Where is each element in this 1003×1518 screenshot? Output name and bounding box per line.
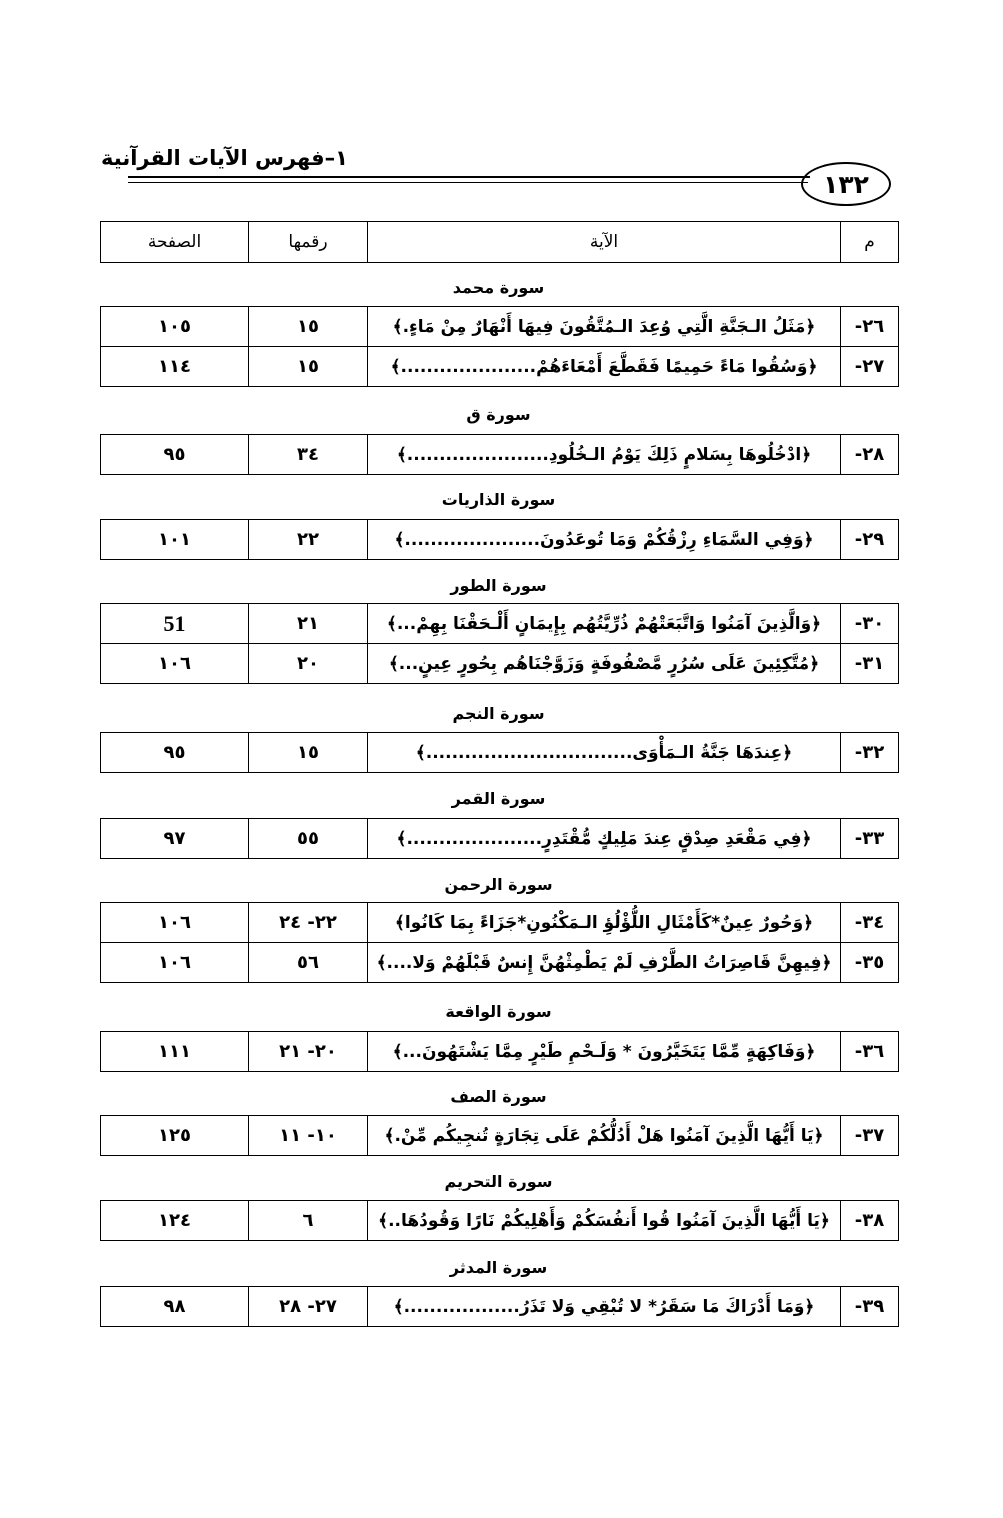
surah-table bbox=[100, 1200, 899, 1241]
ayah-number: ٢٢ bbox=[249, 520, 368, 560]
table-row bbox=[101, 819, 899, 859]
ayah-number: ٣٤ bbox=[249, 435, 368, 475]
surah-table bbox=[100, 1031, 899, 1072]
surah-table bbox=[100, 434, 899, 475]
ayah-number: ١٥ bbox=[249, 347, 368, 387]
surah-heading: سورة الذاريات bbox=[441, 490, 556, 509]
ayah-number: ١٥ bbox=[249, 733, 368, 773]
ayah-text: ﴿فِيهِنَّ قَاصِرَاتُ الطَّرْفِ لَمْ يَطْمِثْهُنَّ إِنسٌ قَبْلَهُمْ وَلا....﴾ bbox=[368, 943, 841, 983]
col-header-page: الصفحة bbox=[101, 222, 249, 263]
header-rule-thin bbox=[128, 182, 808, 183]
ayah-text: ﴿وَالَّذِينَ آمَنُوا وَاتَّبَعَتْهُمْ ذُرِّيَّتُهُم بِإِيمَانٍ أَلْـحَقْنَا بِهِمْ...﴾ bbox=[368, 604, 841, 644]
surah-heading: سورة المدثر bbox=[449, 1258, 548, 1277]
surah-table bbox=[100, 519, 899, 560]
surah-heading: سورة الرحمن bbox=[444, 875, 553, 894]
ayah-number: ٢٧- ٢٨ bbox=[249, 1287, 368, 1327]
ayah-number: ٥٥ bbox=[249, 819, 368, 859]
page-ref: ٩٧ bbox=[101, 819, 249, 859]
table-row bbox=[101, 307, 899, 347]
column-header-row bbox=[101, 222, 899, 263]
ayah-text: ﴿وَحُورٌ عِينٌ*كَأَمْثَالِ اللُّؤْلُؤِ الـمَكْنُونِ*جَزَاءً بِمَا كَانُوا﴾ bbox=[368, 903, 841, 943]
surah-table bbox=[100, 603, 899, 684]
row-number: ٢٨- bbox=[841, 435, 899, 475]
ayah-text: ﴿وَفِي السَّمَاءِ رِزْقُكُمْ وَمَا تُوعَدُونَ.....................﴾ bbox=[368, 520, 841, 560]
page-ref: ١٠٥ bbox=[101, 307, 249, 347]
surah-heading: سورة الصف bbox=[450, 1087, 547, 1106]
ayah-text: ﴿مُتَّكِئِينَ عَلَى سُرُرٍ مَّصْفُوفَةٍ وَزَوَّجْنَاهُم بِحُورٍ عِينٍ...﴾ bbox=[368, 644, 841, 684]
surah-heading: سورة القمر bbox=[451, 789, 546, 808]
surah-table bbox=[100, 732, 899, 773]
table-row bbox=[101, 1116, 899, 1156]
page-ref: ١١٤ bbox=[101, 347, 249, 387]
row-number: ٣٣- bbox=[841, 819, 899, 859]
page-number: ١٣٢ bbox=[823, 169, 869, 199]
page-number-badge bbox=[801, 162, 891, 206]
surah-heading: سورة النجم bbox=[452, 704, 545, 723]
page-ref: ٩٥ bbox=[101, 435, 249, 475]
row-number: ٣٧- bbox=[841, 1116, 899, 1156]
ayah-text: ﴿وَفَاكِهَةٍ مِّمَّا يَتَخَيَّرُونَ * وَلَـحْمِ طَيْرٍ مِمَّا يَشْتَهُونَ...﴾ bbox=[368, 1032, 841, 1072]
table-row bbox=[101, 1201, 899, 1241]
row-number: ٣٩- bbox=[841, 1287, 899, 1327]
ayah-number: ٢٠ bbox=[249, 644, 368, 684]
ayah-text: ﴿عِندَهَا جَنَّةُ الـمَأْوَى................................﴾ bbox=[368, 733, 841, 773]
ayah-number: ١٠- ١١ bbox=[249, 1116, 368, 1156]
surah-heading: سورة محمد bbox=[452, 278, 545, 297]
row-number: ٢٩- bbox=[841, 520, 899, 560]
ayah-text: ﴿ادْخُلُوهَا بِسَلامٍ ذَلِكَ يَوْمُ الـخُلُودِ......................﴾ bbox=[368, 435, 841, 475]
surah-heading: سورة ق bbox=[466, 405, 531, 424]
surah-table bbox=[100, 902, 899, 983]
row-number: ٢٦- bbox=[841, 307, 899, 347]
header-rule-thick bbox=[128, 176, 810, 178]
row-number: ٣١- bbox=[841, 644, 899, 684]
page-ref: ١٠١ bbox=[101, 520, 249, 560]
page-ref: ١٢٤ bbox=[101, 1201, 249, 1241]
table-row bbox=[101, 733, 899, 773]
table-row bbox=[101, 1287, 899, 1327]
page-ref: ١٠٦ bbox=[101, 943, 249, 983]
table-row bbox=[101, 520, 899, 560]
ayah-text: ﴿فِي مَقْعَدِ صِدْقٍ عِندَ مَلِيكٍ مُّقْتَدِرٍ.....................﴾ bbox=[368, 819, 841, 859]
table-row bbox=[101, 604, 899, 644]
index-section-title: ١–فهرس الآيات القرآنية bbox=[101, 146, 348, 170]
ayah-text: ﴿يَا أَيُّهَا الَّذِينَ آمَنُوا هَلْ أَدُلُّكُمْ عَلَى تِجَارَةٍ تُنجِيكُم مِّنْ.﴾ bbox=[368, 1116, 841, 1156]
surah-heading: سورة الواقعة bbox=[445, 1002, 552, 1021]
row-number: ٣٠- bbox=[841, 604, 899, 644]
row-number: ٣٤- bbox=[841, 903, 899, 943]
col-header-ayah-number: رقمها bbox=[249, 222, 368, 263]
ayah-text: ﴿يَا أَيُّهَا الَّذِينَ آمَنُوا قُوا أَنفُسَكُمْ وَأَهْلِيكُمْ نَارًا وَقُودُهَا..﴾ bbox=[368, 1201, 841, 1241]
ayah-text: ﴿وَسُقُوا مَاءً حَمِيمًا فَقَطَّعَ أَمْعَاءَهُمْ.....................﴾ bbox=[368, 347, 841, 387]
table-row bbox=[101, 1032, 899, 1072]
page-ref: ٩٥ bbox=[101, 733, 249, 773]
row-number: ٣٨- bbox=[841, 1201, 899, 1241]
page-ref: ٩٨ bbox=[101, 1287, 249, 1327]
surah-table bbox=[100, 818, 899, 859]
page-ref: ١١١ bbox=[101, 1032, 249, 1072]
row-number: ٣٢- bbox=[841, 733, 899, 773]
ayah-number: ٢٢- ٢٤ bbox=[249, 903, 368, 943]
ayah-text: ﴿مَثَلُ الـجَنَّةِ الَّتِي وُعِدَ الـمُتَّقُونَ فِيهَا أَنْهَارٌ مِنْ مَاءٍ.﴾ bbox=[368, 307, 841, 347]
surah-heading: سورة التحريم bbox=[444, 1172, 553, 1191]
table-row bbox=[101, 943, 899, 983]
table-row bbox=[101, 435, 899, 475]
page-ref: 51 bbox=[101, 604, 249, 644]
ayah-number: ٥٦ bbox=[249, 943, 368, 983]
row-number: ٣٥- bbox=[841, 943, 899, 983]
ayah-number: ٢١ bbox=[249, 604, 368, 644]
page-ref: ١٢٥ bbox=[101, 1116, 249, 1156]
ayah-number: ٢٠- ٢١ bbox=[249, 1032, 368, 1072]
page-ref: ١٠٦ bbox=[101, 903, 249, 943]
surah-table bbox=[100, 1286, 899, 1327]
col-header-ayah: الآية bbox=[368, 222, 841, 263]
surah-table bbox=[100, 306, 899, 387]
row-number: ٣٦- bbox=[841, 1032, 899, 1072]
col-header-number: م bbox=[841, 222, 899, 263]
column-header-table bbox=[100, 221, 899, 263]
table-row bbox=[101, 347, 899, 387]
surah-heading: سورة الطور bbox=[450, 576, 547, 595]
surah-table bbox=[100, 1115, 899, 1156]
row-number: ٢٧- bbox=[841, 347, 899, 387]
table-row bbox=[101, 903, 899, 943]
ayah-text: ﴿وَمَا أَدْرَاكَ مَا سَقَرُ* لا تُبْقِي وَلا تَذَرُ..................﴾ bbox=[368, 1287, 841, 1327]
ayah-number: ١٥ bbox=[249, 307, 368, 347]
page-ref: ١٠٦ bbox=[101, 644, 249, 684]
ayah-number: ٦ bbox=[249, 1201, 368, 1241]
table-row bbox=[101, 644, 899, 684]
